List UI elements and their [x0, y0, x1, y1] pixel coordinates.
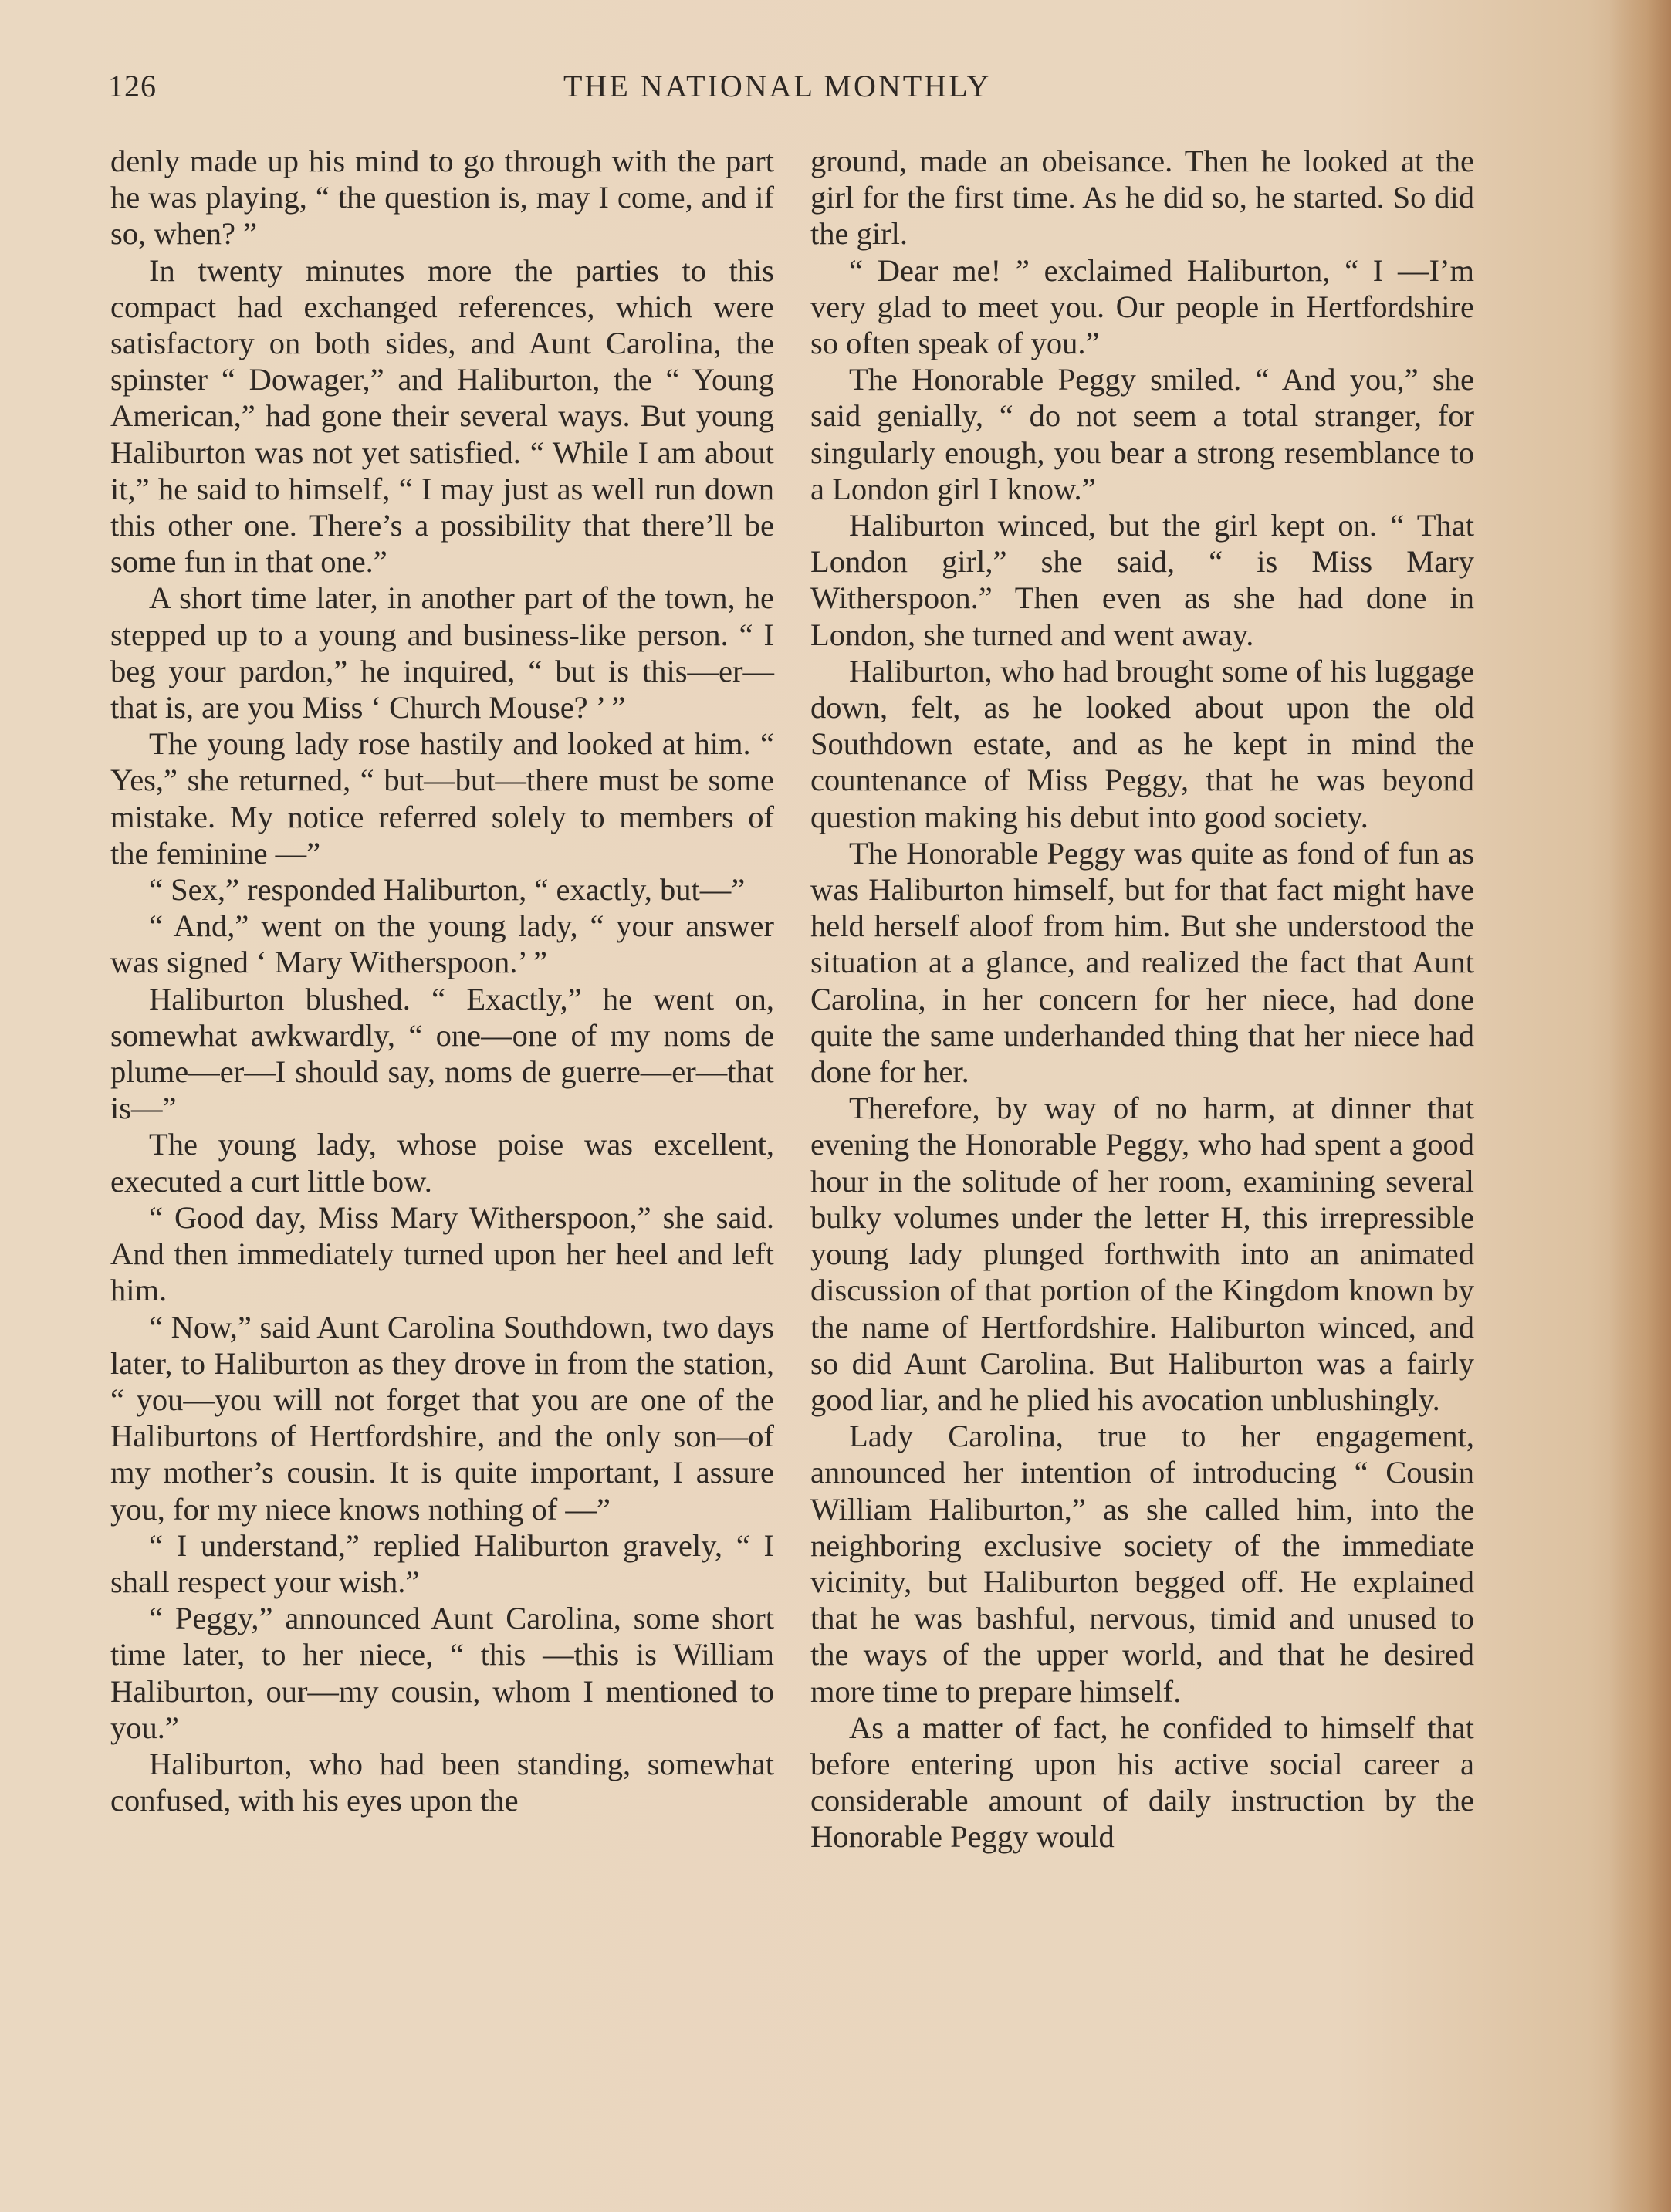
- paragraph: The young lady rose hastily and looked at him. “ Yes,” she returned, “ but—but—there must be some mistake. My notice referred solely to members of the feminine —”: [110, 726, 774, 871]
- page-number: 126: [108, 69, 157, 103]
- paragraph: The Honorable Peggy was quite as fond of fun as was Haliburton himself, but for that fact might have held herself aloof from him. But she understood the situation at a glance, and realized the fact that Aunt Carolina, in her concern for her niece, had done quite the same underhanded thing that her niece had done for her.: [810, 835, 1474, 1090]
- paragraph: “ Peggy,” announced Aunt Carolina, some short time later, to her niece, “ this —this is William Haliburton, our—my cousin, whom I mentioned to you.”: [110, 1601, 774, 1745]
- paragraph: “ I understand,” replied Haliburton gravely, “ I shall respect your wish.”: [110, 1527, 774, 1599]
- paragraph: As a matter of fact, he confided to himself that before entering upon his active social career a considerable amount of daily instruction by the Honorable Peggy would: [810, 1710, 1474, 1855]
- paragraph: “ Good day, Miss Mary Witherspoon,” she said. And then immediately turned upon her heel and left him.: [110, 1199, 774, 1308]
- paragraph: A short time later, in another part of the town, he stepped up to a young and business-like person. “ I beg your pardon,” he inquired, “ but is this—er—that is, are you Miss ‘ Church Mouse? ’ ”: [110, 580, 774, 725]
- paragraph: The Honorable Peggy smiled. “ And you,” she said genially, “ do not seem a total stranger, for singularly enough, you bear a strong resemblance to a London girl I know.”: [810, 362, 1474, 506]
- paragraph: The young lady, whose poise was excellent, executed a curt little bow.: [110, 1127, 774, 1199]
- page-header: [108, 68, 1544, 107]
- running-title: THE NATIONAL MONTHLY: [563, 69, 992, 103]
- paragraph: Haliburton, who had brought some of his luggage down, felt, as he looked about upon the old Southdown estate, and as he kept in mind the countenance of Miss Peggy, that he was beyond question making his debut into good society.: [810, 653, 1474, 834]
- paragraph: Haliburton blushed. “ Exactly,” he went on, somewhat awkwardly, “ one—one of my noms de plume—er—I should say, noms de guerre—er—that is—”: [110, 981, 774, 1126]
- paragraph: In twenty minutes more the parties to this compact had exchanged references, which were satisfactory on both sides, and Aunt Carolina, the spinster “ Dowager,” and Haliburton, the “ Young American,” had gone their several ways. But young Haliburton was not yet satisfied. “ While I am about it,” he said to himself, “ I may just as well run down this other one. There’s a possibility that there’ll be some fun in that one.”: [110, 252, 774, 580]
- paragraph: denly made up his mind to go through with the part he was playing, “ the question is, may I come, and if so, when? ”: [110, 144, 774, 252]
- paragraph: Therefore, by way of no harm, at dinner that evening the Honorable Peggy, who had spent a good hour in the solitude of her room, examining several bulky volumes under the letter H, this irrepressible young lady plunged forthwith into an animated discussion of that portion of the Kingdom known by the name of Hertfordshire. Haliburton winced, and so did Aunt Carolina. But Haliburton was a fairly good liar, and he plied his avocation unblushingly.: [810, 1091, 1474, 1417]
- paragraph: Haliburton, who had been standing, somewhat confused, with his eyes upon the: [110, 1746, 774, 1818]
- page-edge-shadow: [1609, 0, 1671, 2212]
- left-column: [110, 143, 774, 1818]
- paragraph: Lady Carolina, true to her engagement, announced her intention of introducing “ Cousin William Haliburton,” as she called him, into the neighboring exclusive society of the immediate vicinity, but Haliburton begged off. He explained that he was bashful, nervous, timid and unused to the ways of the upper world, and that he desired more time to prepare himself.: [810, 1419, 1474, 1709]
- right-column: [810, 143, 1474, 1855]
- paragraph: “ And,” went on the young lady, “ your answer was signed ‘ Mary Witherspoon.’ ”: [110, 908, 774, 980]
- paragraph: “ Now,” said Aunt Carolina Southdown, two days later, to Haliburton as they drove in from the station, “ you—you will not forget that you are one of the Haliburtons of Hertfordshire, and the only son—of my mother’s cousin. It is quite important, I assure you, for my niece knows nothing of —”: [110, 1309, 774, 1527]
- paragraph: ground, made an obeisance. Then he looked at the girl for the first time. As he did so, he started. So did the girl.: [810, 144, 1474, 252]
- paragraph: Haliburton winced, but the girl kept on. “ That London girl,” she said, “ is Miss Mary Witherspoon.” Then even as she had done in London, she turned and went away.: [810, 508, 1474, 652]
- paragraph: “ Dear me! ” exclaimed Haliburton, “ I —I’m very glad to meet you. Our people in Hertfordshire so often speak of you.”: [810, 252, 1474, 361]
- paragraph: “ Sex,” responded Haliburton, “ exactly, but—”: [149, 872, 746, 908]
